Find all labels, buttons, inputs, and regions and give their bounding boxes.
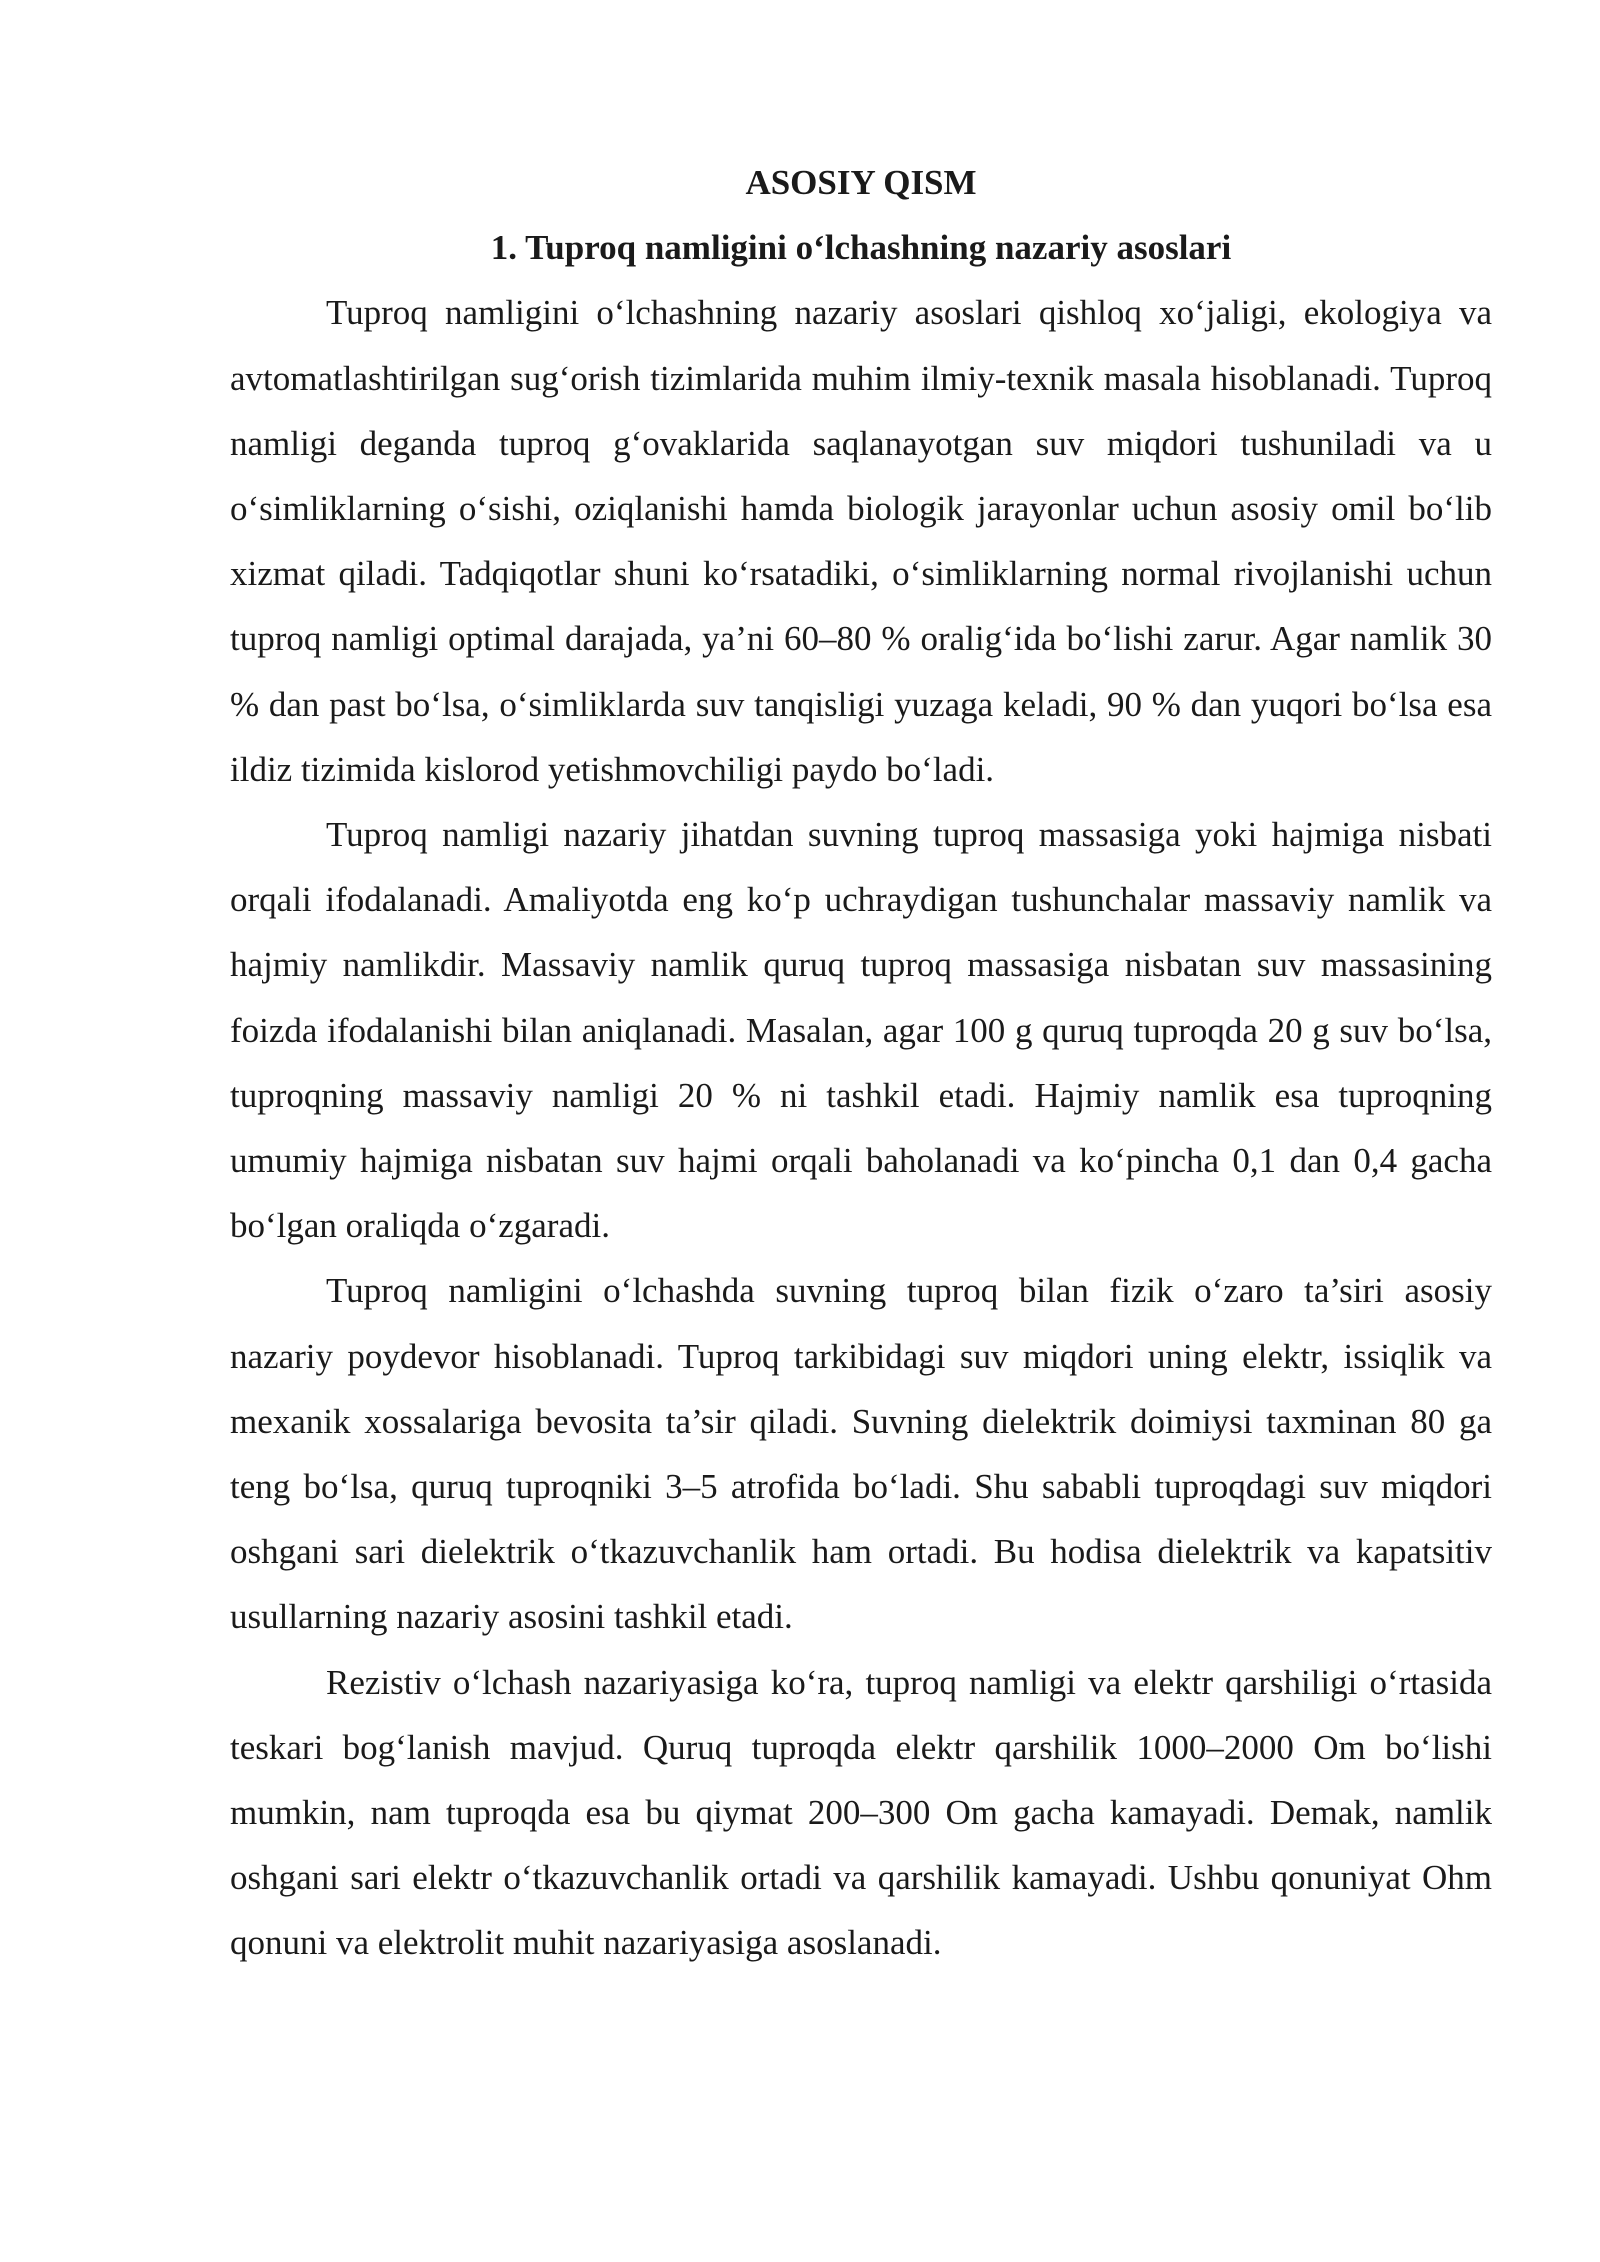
paragraph-3: Tuproq namligini o‘lchashda suvning tuproq bilan fizik o‘zaro ta’siri asosiy nazariy poydevor hisoblanadi. Tuproq tarkibidagi suv miqdori uning elektr, issiqlik va mexanik xossalariga bevosita ta’sir qiladi. Suvning dielektrik doimiysi taxminan 80 ga teng bo‘lsa, quruq tuproqniki 3–5 atrofida bo‘ladi. Shu sababli tuproqdagi suv miqdori oshgani sari dielektrik o‘tkazuvchanlik ham ortadi. Bu hodisa dielektrik va kapatsitiv usullarning nazariy asosini tashkil etadi. (230, 1271, 1492, 1637)
document-body (230, 150, 1492, 1976)
chapter-title: 1. Tuproq namligini o‘lchashning nazariy asoslari (490, 228, 1232, 268)
section-title: ASOSIY QISM (745, 163, 977, 202)
paragraph-4: Rezistiv o‘lchash nazariyasiga ko‘ra, tuproq namligi va elektr qarshiligi o‘rtasida teskari bog‘lanish mavjud. Quruq tuproqda elektr qarshilik 1000–2000 Om bo‘lishi mumkin, nam tuproqda esa bu qiymat 200–300 Om gacha kamayadi. Demak, namlik oshgani sari elektr o‘tkazuvchanlik ortadi va qarshilik kamayadi. Ushbu qonuniyat Ohm qonuni va elektrolit muhit nazariyasiga asoslanadi. (230, 1662, 1492, 1963)
paragraph-1: Tuproq namligini o‘lchashning nazariy asoslari qishloq xo‘jaligi, ekologiya va avtomatlashtirilgan sug‘orish tizimlarida muhim ilmiy-texnik masala hisoblanadi. Tuproq namligi deganda tuproq g‘ovaklarida saqlanayotgan suv miqdori tushuniladi va u o‘simliklarning o‘sishi, oziqlanishi hamda biologik jarayonlar uchun asosiy omil bo‘lib xizmat qiladi. Tadqiqotlar shuni ko‘rsatadiki, o‘simliklarning normal rivojlanishi uchun tuproq namligi optimal darajada, ya’ni 60–80 % oralig‘ida bo‘lishi zarur. Agar namlik 30 % dan past bo‘lsa, o‘simliklarda suv tanqisligi yuzaga keladi, 90 % dan yuqori bo‘lsa esa ildiz tizimida kislorod yetishmovchiligi paydo bo‘ladi. (230, 293, 1492, 789)
paragraph-2: Tuproq namligi nazariy jihatdan suvning tuproq massasiga yoki hajmiga nisbati orqali ifodalanadi. Amaliyotda eng ko‘p uchraydigan tushunchalar massaviy namlik va hajmiy namlikdir. Massaviy namlik quruq tuproq massasiga nisbatan suv massasining foizda ifodalanishi bilan aniqlanadi. Masalan, agar 100 g quruq tuproqda 20 g suv bo‘lsa, tuproqning massaviy namligi 20 % ni tashkil etadi. Hajmiy namlik esa tuproqning umumiy hajmiga nisbatan suv hajmi orqali baholanadi va ko‘pincha 0,1 dan 0,4 gacha bo‘lgan oraliqda o‘zgaradi. (230, 815, 1492, 1246)
